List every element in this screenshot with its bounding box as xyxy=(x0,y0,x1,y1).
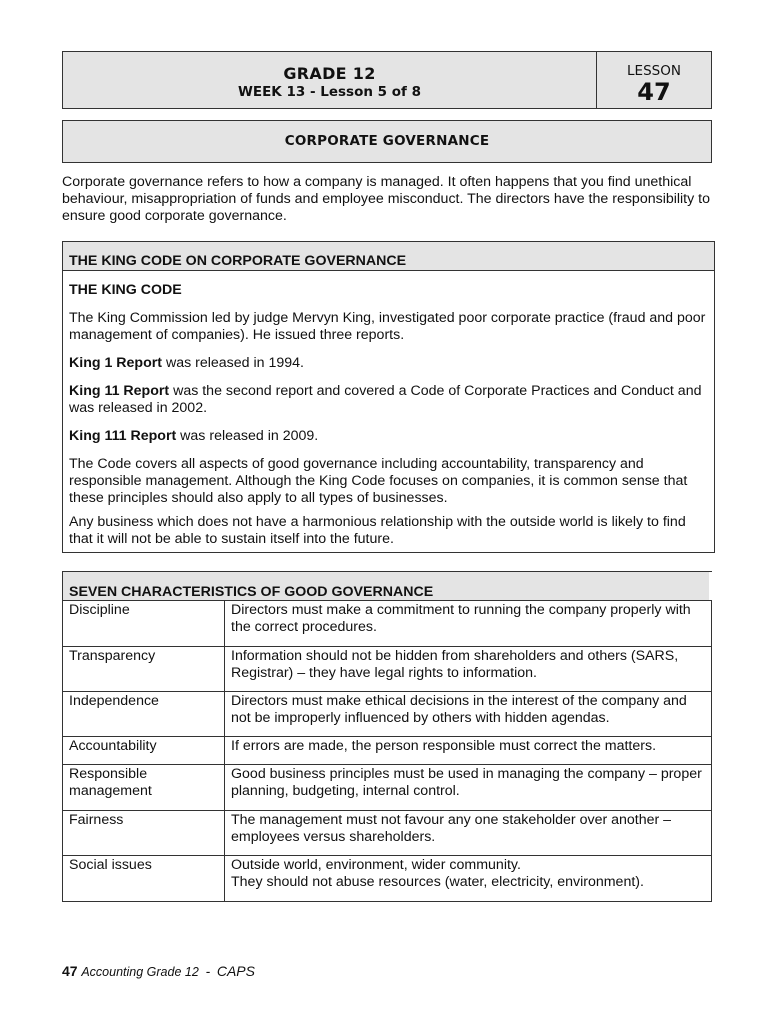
table-row xyxy=(63,692,711,737)
description-line: They should not abuse resources (water, electricity, environment). xyxy=(231,874,644,890)
harmonious-relationship-paragraph: Any business which does not have a harmonious relationship with the outside world is likely to find that it will not be able to sustain itself into the future. xyxy=(69,514,686,547)
lesson-number-block xyxy=(596,52,711,108)
characteristic-term: Fairness xyxy=(63,811,225,856)
grade-title: GRADE 12 xyxy=(283,64,376,83)
characteristic-term: Discipline xyxy=(63,601,225,647)
table-row xyxy=(63,647,711,692)
table-row xyxy=(63,737,711,765)
header-title-block xyxy=(63,52,596,108)
king-code-box-body xyxy=(63,282,714,548)
king-code-box-title: THE KING CODE ON CORPORATE GOVERNANCE xyxy=(63,242,714,271)
king-code-box xyxy=(62,241,715,553)
description-line: Outside world, environment, wider community. xyxy=(231,857,521,873)
characteristic-description xyxy=(225,856,712,901)
report-name: King 11 Report xyxy=(69,383,170,399)
curriculum-label: CAPS xyxy=(216,963,255,979)
king-code-subtitle: THE KING CODE xyxy=(69,282,182,298)
report-item xyxy=(69,428,708,445)
king-commission-paragraph: The King Commission led by judge Mervyn King, investigated poor corporate practice (fraud and poor management of companies). He issued three reports. xyxy=(69,310,706,343)
week-lesson-subtitle: WEEK 13 - Lesson 5 of 8 xyxy=(237,84,422,100)
report-item xyxy=(69,383,708,417)
lesson-number: 47 xyxy=(637,78,671,106)
characteristic-term: Transparency xyxy=(63,647,225,692)
table-row xyxy=(63,811,711,856)
characteristic-description: If errors are made, the person responsible must correct the matters. xyxy=(225,737,712,765)
lesson-header xyxy=(62,51,712,109)
characteristic-description: Good business principles must be used in managing the company – proper planning, budgeting, internal control. xyxy=(225,765,712,811)
report-name: King 111 Report xyxy=(69,428,177,444)
report-name: King 1 Report xyxy=(69,355,163,371)
characteristics-title: SEVEN CHARACTERISTICS OF GOOD GOVERNANCE xyxy=(63,572,712,600)
report-item xyxy=(69,355,708,372)
characteristic-description: The management must not favour any one stakeholder over another – employees versus shareholders. xyxy=(225,811,712,856)
report-text: was released in 2009. xyxy=(176,428,319,444)
report-text: was released in 1994. xyxy=(162,355,304,371)
page-footer xyxy=(62,963,255,979)
footer-separator: - xyxy=(205,964,211,979)
characteristic-description: Directors must make a commitment to running the company properly with the correct procedures. xyxy=(225,601,712,647)
book-title: Accounting Grade 12 xyxy=(81,965,199,979)
page-number: 47 xyxy=(62,963,78,979)
intro-paragraph: Corporate governance refers to how a company is managed. It often happens that you find unethical behaviour, misappropriation of funds and employee misconduct. The directors have the responsibility to ensure good corporate governance. xyxy=(62,174,710,224)
code-coverage-paragraph: The Code covers all aspects of good governance including accountability, transparency and responsible management. Although the King Code focuses on companies, it is common sense that these principles should also apply to all types of businesses. xyxy=(69,456,688,506)
table-row xyxy=(63,601,711,647)
characteristic-description: Information should not be hidden from shareholders and others (SARS, Registrar) – they have legal rights to information. xyxy=(225,647,712,692)
characteristic-term: Responsible management xyxy=(63,765,225,811)
characteristic-term: Accountability xyxy=(63,737,225,765)
characteristic-term: Independence xyxy=(63,692,225,737)
topic-title: CORPORATE GOVERNANCE xyxy=(62,120,712,163)
characteristics-table xyxy=(63,600,711,901)
characteristic-term: Social issues xyxy=(63,856,225,901)
table-row xyxy=(63,765,711,811)
table-row xyxy=(63,856,711,901)
characteristics-box xyxy=(62,571,712,902)
characteristic-description: Directors must make ethical decisions in the interest of the company and not be improperly influenced by others with hidden agendas. xyxy=(225,692,712,737)
lesson-label: LESSON xyxy=(627,63,681,79)
report-text: was the second report and covered a Code of Corporate Practices and Conduct and was released in 2002. xyxy=(69,383,702,416)
